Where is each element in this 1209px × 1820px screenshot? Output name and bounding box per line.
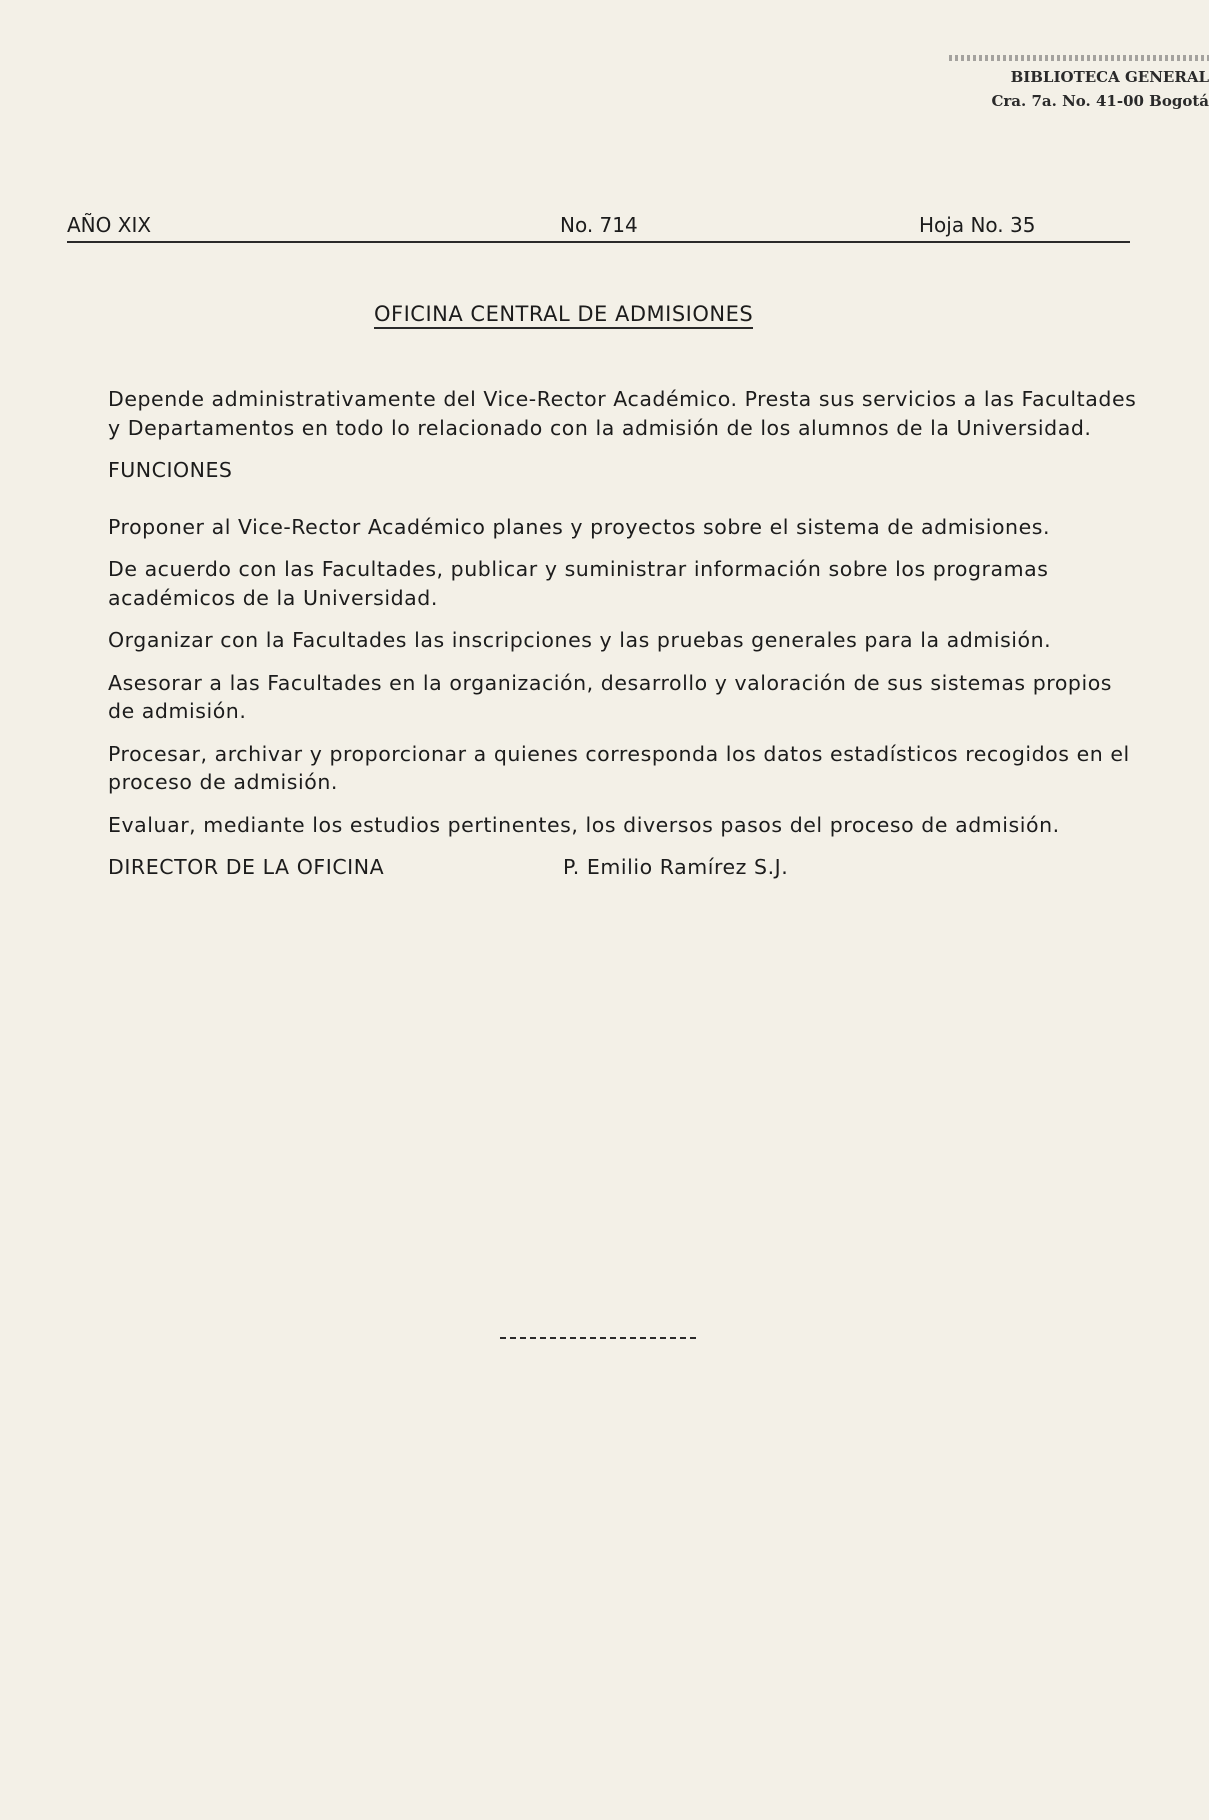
header-sheet: Hoja No. 35 [919,213,1036,237]
function-item: Procesar, archivar y proporcionar a quienes corresponda los datos estadísticos recogidos en el proceso de admisión. [108,741,1130,794]
stamp-line-2: Cra. 7a. No. 41-00 Bogotá [991,92,1209,110]
function-item: Evaluar, mediante los estudios pertinentes, los diversos pasos del proceso de admisión. [108,812,1060,837]
library-stamp [909,55,1209,113]
office-title: OFICINA CENTRAL DE ADMISIONES [374,302,753,329]
header-year: AÑO XIX [67,213,152,237]
functions-heading: FUNCIONES [108,458,233,482]
closing-rule [500,1337,696,1339]
intro-paragraph: Depende administrativamente del Vice-Rector Académico. Presta sus servicios a las Facultades y Departamentos en todo lo relacionado con la admisión de los alumnos de la Universidad. [108,387,1137,440]
document-body [108,385,1138,883]
function-item: Asesorar a las Facultades en la organización, desarrollo y valoración de sus sistemas propios de admisión. [108,670,1113,723]
director-label: DIRECTOR DE LA OFICINA [108,855,385,879]
header-number: No. 714 [560,213,638,237]
function-item: Organizar con la Facultades las inscripciones y las pruebas generales para la admisión. [108,628,1052,652]
stamp-smudge [949,55,1209,61]
director-name: P. Emilio Ramírez S.J. [563,855,789,879]
page-header [67,211,1130,243]
function-item: Proponer al Vice-Rector Académico planes y proyectos sobre el sistema de admisiones. [108,514,1051,539]
function-item: De acuerdo con las Facultades, publicar y suministrar información sobre los programas académicos de la Universidad. [108,557,1049,610]
director-row [108,853,1138,883]
stamp-line-1: BIBLIOTECA GENERAL [1010,68,1209,86]
